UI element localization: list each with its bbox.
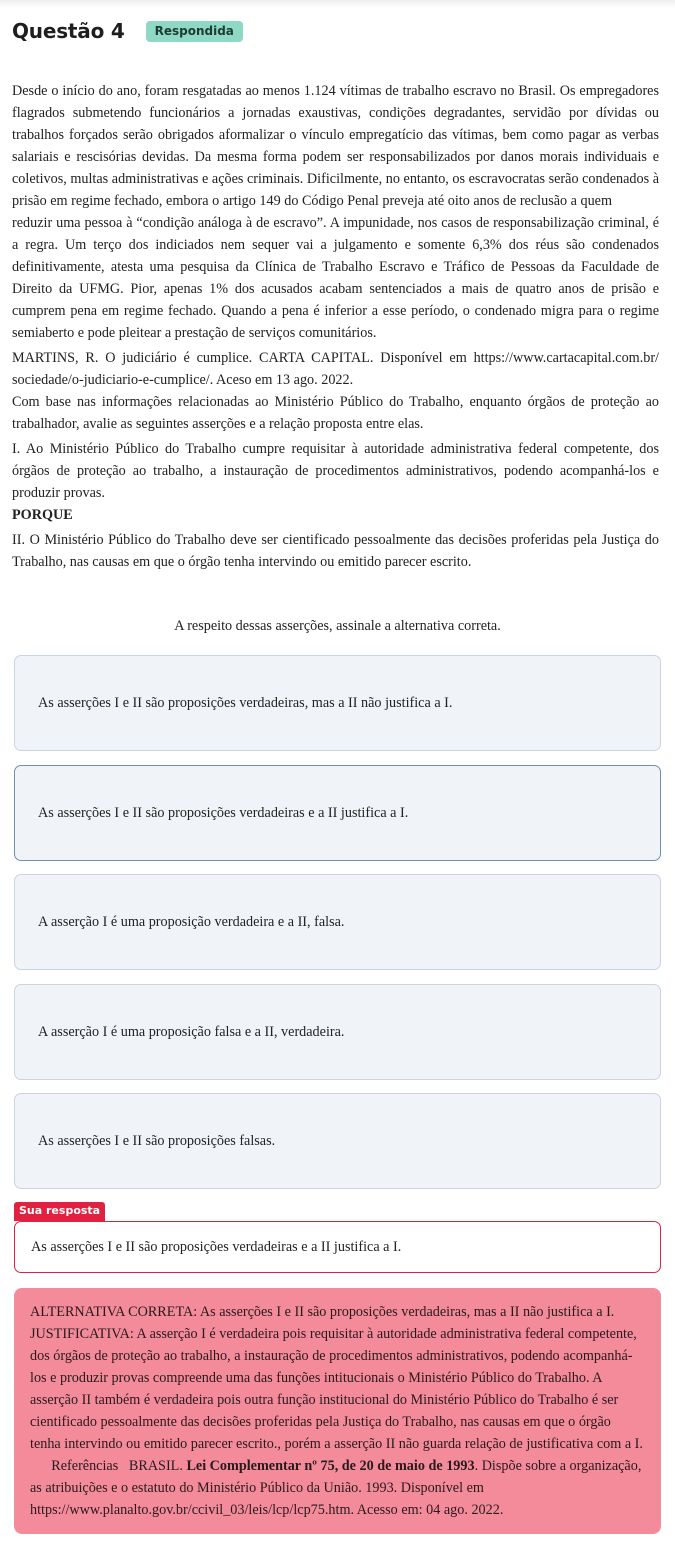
stem-reference: MARTINS, R. O judiciário é cumplice. CARTA CAPITAL. Disponível em https://www.cartacapital.com.br/ sociedade/o-judiciario-e-cumplice/. Aceso em 13 ago. 2022. — [12, 350, 659, 388]
your-answer-box — [14, 1221, 661, 1273]
question-title: Questão 4 — [12, 19, 125, 43]
option-c[interactable] — [14, 874, 661, 970]
stem-paragraph-2: reduzir uma pessoa à “condição análoga à de escravo”. A impunidade, nos casos de responsabilização criminal, é a regra. Um terço dos indiciados nem sequer vai a julgamento e somente 6,3% dos réus são condenados definitivamente, atesta uma pesquisa da Clínica de Trabalho Escravo e Tráfico de Pessoas da Faculdade de Direito da UFMG. Pior, apenas 1% dos acusados acabam sentenciados a mais de quatro anos de prisão e cumprem pena em regime fechado. Quando a pena é inferior a esse período, o condenado migra para o regime semiaberto e pode pleitear a prestação de serviços comunitários. — [12, 215, 659, 341]
references-details: . Dispõe sobre a organização, as atribuições e o estatuto do Ministério Público da União. 1993. Disponível em https://www.planalto.gov.br/ccivil_03/leis/lcp/lcp75.htm. Acesso em: 04 ago. 2022. — [30, 1458, 642, 1518]
your-answer-text: As asserções I e II são proposições verdadeiras e a II justifica a I. — [31, 1238, 402, 1255]
justification: JUSTIFICATIVA: A asserção I é verdadeira pois requisitar à autoridade administrativa federal competente, dos órgãos de proteção ao trabalho, a instauração de procedimentos administrativos, podendo acompanhá-los e produzir provas compreende uma das funções intitucionais o Ministério Público do Trabalho. A asserção II também é verdadeira pois outra função institucional do Ministério Público do Trabalho é ser cientificado pessoalmente das decisões proferidas pela Justiça do Trabalho, nas causas em que o órgão tenha intervindo ou emitido parecer escrito., porém a asserção II não guarda relação de justificativa com a I. — [30, 1326, 643, 1452]
references-title: Lei Complementar nº 75, de 20 de maio de 1993 — [186, 1458, 475, 1474]
assertion-2: II. O Ministério Público do Trabalho deve ser cientificado pessoalmente das decisões proferidas pela Justiça do Trabalho, nas causas em que o órgão tenha intervindo ou emitido parecer escrito. — [12, 532, 659, 570]
connector-porque: PORQUE — [12, 507, 73, 523]
references-author: BRASIL. — [128, 1458, 183, 1474]
option-b[interactable] — [14, 765, 661, 861]
option-label: As asserções I e II são proposições verdadeiras, mas a II não justifica a I. — [38, 694, 453, 711]
stem-paragraph-1: Desde o início do ano, foram resgatadas ao menos 1.124 vítimas de trabalho escravo no Brasil. Os empregadores flagrados submetendo funcionários a jornadas exaustivas, condições degradantes, servidão por dívidas ou trabalhos forçados serão obrigados aformalizar o vínculo empregatício das vítimas, bem como pagar as verbas salariais e rescisórias devidas. Da mesma forma podem ser responsabilizados por danos morais individuais e coletivos, multas administrativas e ações criminais. Dificilmente, no entanto, os escravocratas serão condenados à prisão em regime fechado, embora o artigo 149 do Código Penal preveja até oito anos de reclusão a quem — [12, 83, 659, 209]
option-a[interactable] — [14, 655, 661, 751]
option-label: As asserções I e II são proposições falsas. — [38, 1132, 276, 1149]
option-e[interactable] — [14, 1093, 661, 1189]
question-header — [12, 18, 243, 44]
option-label: A asserção I é uma proposição falsa e a II, verdadeira. — [38, 1023, 345, 1040]
your-answer-label: Sua resposta — [14, 1202, 105, 1221]
top-shadow — [0, 0, 675, 8]
assertion-1: I. Ao Ministério Público do Trabalho cumpre requisitar à autoridade administrativa federal competente, dos órgãos de proteção ao trabalho, a instauração de procedimentos administrativos, podendo acompanhá-los e produzir provas. — [12, 441, 659, 501]
status-badge: Respondida — [146, 21, 243, 42]
correct-alternative: ALTERNATIVA CORRETA: As asserções I e II são proposições verdadeiras, mas a II não justifica a I. — [30, 1304, 615, 1320]
question-stem — [12, 80, 659, 573]
option-label: As asserções I e II são proposições verdadeiras e a II justifica a I. — [38, 804, 409, 821]
question-prompt: A respeito dessas asserções, assinale a alternativa correta. — [174, 618, 501, 634]
feedback-panel — [14, 1288, 661, 1534]
stem-context: Com base nas informações relacionadas ao Ministério Público do Trabalho, enquanto órgãos de proteção ao trabalhador, avalie as seguintes asserções e a relação proposta entre elas. — [12, 394, 659, 432]
option-d[interactable] — [14, 984, 661, 1080]
option-label: A asserção I é uma proposição verdadeira e a II, falsa. — [38, 913, 345, 930]
references-label: Referências — [51, 1458, 119, 1474]
